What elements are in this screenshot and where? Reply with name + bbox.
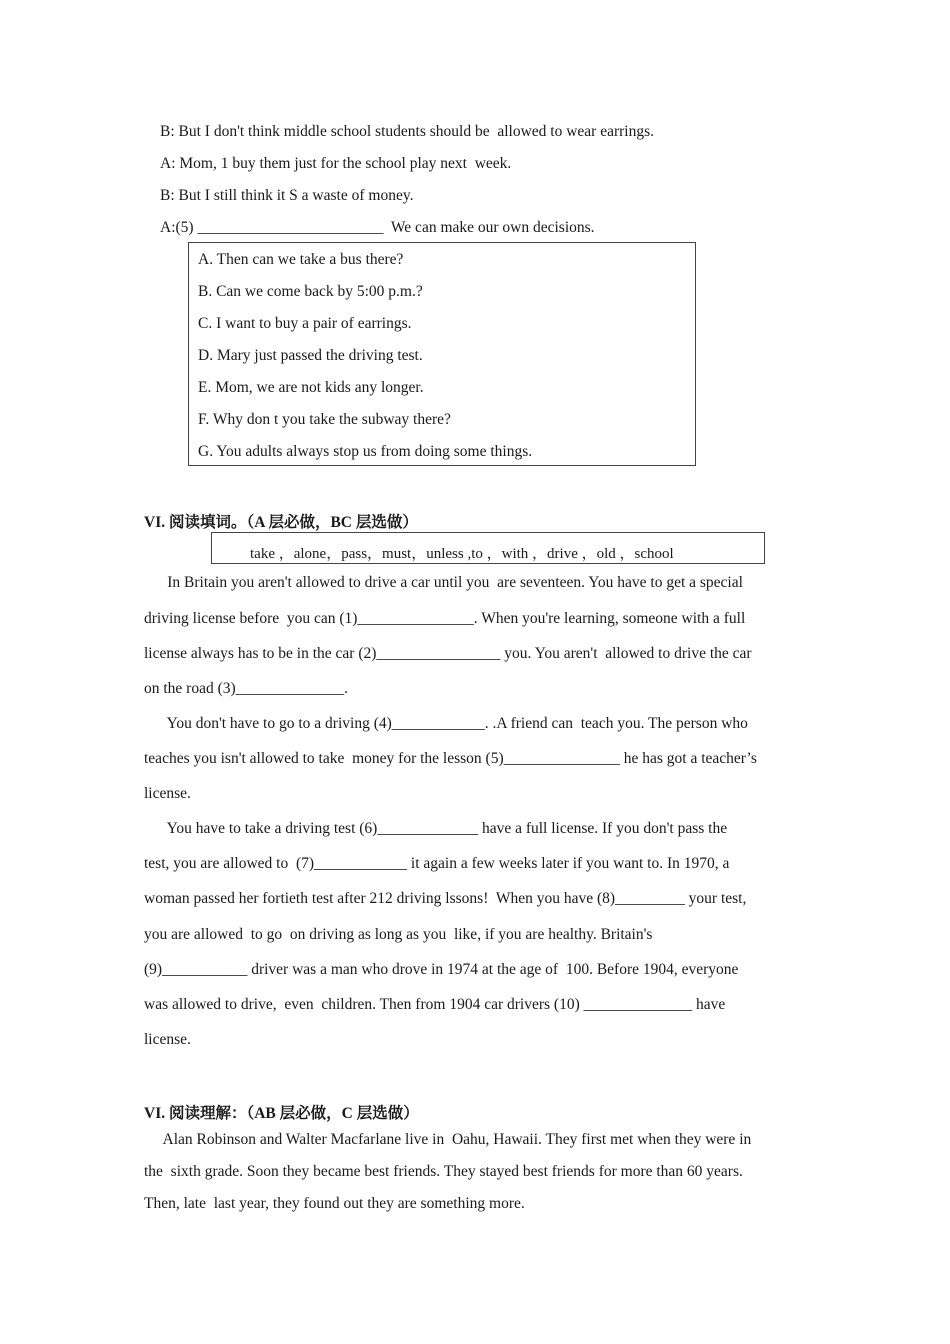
reading-line: the sixth grade. Soon they became best friends. They stayed best friends for more than 60 years. bbox=[144, 1163, 743, 1180]
section-heading-cloze: VI. 阅读填词。（A 层必做，BC 层选做） bbox=[144, 514, 418, 531]
cloze-line: You have to take a driving test (6)_____________ have a full license. If you don't pass the bbox=[144, 820, 728, 837]
dialogue-line: A: Mom, 1 buy them just for the school play next week. bbox=[160, 155, 512, 172]
cloze-line: license always has to be in the car (2)________________ you. You aren't allowed to drive the car bbox=[144, 645, 752, 662]
cloze-line: (9)___________ driver was a man who drove in 1974 at the age of 100. Before 1904, everyone bbox=[144, 961, 739, 978]
option-a: A. Then can we take a bus there? bbox=[198, 251, 404, 268]
dialogue-line: B: But I still think it S a waste of money. bbox=[160, 187, 414, 204]
word-bank: take ，alone，pass，must，unless ,to ，with ，drive ，old ，school bbox=[250, 546, 674, 562]
reading-line: Alan Robinson and Walter Macfarlane live in Oahu, Hawaii. They first met when they were in bbox=[144, 1131, 752, 1148]
cloze-line: you are allowed to go on driving as long as you like, if you are healthy. Britain's bbox=[144, 926, 653, 943]
dialogue-line-blank-5: A:(5) ________________________ We can make our own decisions. bbox=[160, 219, 595, 236]
option-c: C. I want to buy a pair of earrings. bbox=[198, 315, 412, 332]
reading-line: Then, late last year, they found out they are something more. bbox=[144, 1195, 525, 1212]
cloze-line: You don't have to go to a driving (4)____________. .A friend can teach you. The person who bbox=[144, 715, 748, 732]
cloze-line: license. bbox=[144, 785, 191, 802]
option-f: F. Why don t you take the subway there? bbox=[198, 411, 451, 428]
section-heading-reading: VI. 阅读理解：（AB 层必做，C 层选做） bbox=[144, 1105, 419, 1122]
option-g: G. You adults always stop us from doing some things. bbox=[198, 443, 533, 460]
word-bank-box bbox=[211, 532, 765, 564]
cloze-line: was allowed to drive, even children. Then from 1904 car drivers (10) ______________ have bbox=[144, 996, 726, 1013]
cloze-line: on the road (3)______________. bbox=[144, 680, 349, 697]
option-d: D. Mary just passed the driving test. bbox=[198, 347, 423, 364]
cloze-line: woman passed her fortieth test after 212 driving lssons! When you have (8)_________ your test, bbox=[144, 890, 747, 907]
option-e: E. Mom, we are not kids any longer. bbox=[198, 379, 424, 396]
cloze-line: license. bbox=[144, 1031, 191, 1048]
cloze-line: In Britain you aren't allowed to drive a car until you are seventeen. You have to get a special bbox=[144, 574, 743, 591]
dialogue-line: B: But I don't think middle school students should be allowed to wear earrings. bbox=[160, 123, 654, 140]
cloze-line: teaches you isn't allowed to take money for the lesson (5)_______________ he has got a teacher’s bbox=[144, 750, 757, 767]
options-box bbox=[188, 242, 696, 466]
cloze-line: driving license before you can (1)_______________. When you're learning, someone with a full bbox=[144, 610, 746, 627]
option-b: B. Can we come back by 5:00 p.m.? bbox=[198, 283, 423, 300]
cloze-line: test, you are allowed to (7)____________ it again a few weeks later if you want to. In 1970, a bbox=[144, 855, 730, 872]
